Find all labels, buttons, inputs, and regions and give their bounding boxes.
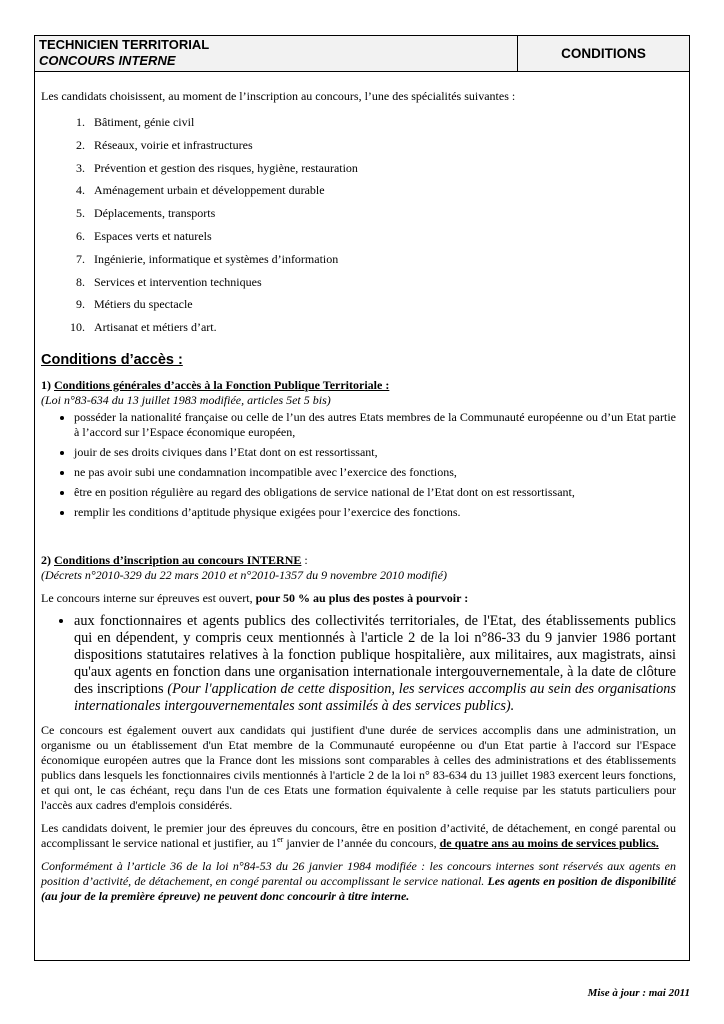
final-text-italic: Conformément à l’article 36 de la loi n°84-53 du 26 janvier 1984 modifiée : les concours internes sont réservés aux agents en position d’activité, de détachement, en congé parental ou accomplissant le service national. (41, 858, 676, 888)
list-item: • être en position régulière au regard des obligations de service national de l’Etat dont on est ressortissant, (74, 485, 676, 500)
list-item: 9. Métiers du spectacle (88, 297, 676, 320)
document-frame (34, 35, 690, 961)
list-item: 10. Artisanat et métiers d’art. (88, 320, 676, 343)
list-item: • jouir de ses droits civiques dans l’Etat dont on est ressortissant, (74, 445, 676, 460)
specialties-list (41, 115, 676, 343)
position-text-a: Les candidats doivent, le premier jour des épreuves du concours, être en position d’activité, de détachement, en congé parental ou accomplissant le service national et justifier, au 1 (41, 820, 676, 850)
bullet-italic: (Pour l'application de cette disposition, les services accomplis au sein des organisations internationales intergouvernementales sont assimilés à des services publics). (74, 680, 676, 714)
position-text-bold: de quatre ans au moins de services publics. (439, 835, 659, 850)
list-item: • posséder la nationalité française ou celle de l’un des autres Etats membres de la Communauté européenne ou d’un Etat partie à l’accord sur l’Espace économique européen, (74, 410, 676, 440)
position-text-b: janvier de l’année du concours, (283, 835, 440, 850)
section2-title (41, 553, 676, 568)
list-item: 2. Réseaux, voirie et infrastructures (88, 138, 676, 161)
final-paragraph (41, 859, 676, 904)
header-conditions-label: CONDITIONS (561, 46, 646, 61)
section2-title-text: Conditions d’inscription au concours INTERNE (54, 552, 302, 567)
list-item: 4. Aménagement urbain et développement durable (88, 183, 676, 206)
list-item: 6. Espaces verts et naturels (88, 229, 676, 252)
section2-bullets (41, 613, 676, 715)
content (35, 89, 689, 904)
section1-number: 1) (41, 377, 54, 392)
list-item: 5. Déplacements, transports (88, 206, 676, 229)
header-title: TECHNICIEN TERRITORIAL (39, 37, 210, 52)
list-item: 7. Ingénierie, informatique et systèmes d’information (88, 252, 676, 275)
section2-number: 2) (41, 552, 54, 567)
section1-title-text: Conditions générales d’accès à la Fonction Publique Territoriale : (54, 377, 390, 392)
open-text-bold: pour 50 % au plus des postes à pourvoir : (255, 590, 469, 605)
open-text-normal: Le concours interne sur épreuves est ouvert, (41, 590, 256, 605)
list-item: 1. Bâtiment, génie civil (88, 115, 676, 138)
position-paragraph (41, 821, 676, 851)
header (35, 36, 689, 72)
open-text (41, 591, 676, 606)
footer-update-date: Mise à jour : mai 2011 (587, 987, 690, 999)
section2-title-suffix: : (301, 552, 308, 567)
header-subtitle: CONCOURS INTERNE (39, 53, 176, 68)
list-item: • ne pas avoir subi une condamnation incompatible avec l’exercice des fonctions, (74, 465, 676, 480)
final-text-bold: Les agents en position de disponibilité (au jour de la première épreuve) ne peuvent donc concourir à titre interne. (41, 873, 676, 903)
list-item: • remplir les conditions d’aptitude physique exigées pour l’exercice des fonctions. (74, 505, 676, 520)
bullet-text: aux fonctionnaires et agents publics des collectivités territoriales, de l'Etat, des établissements publics qui en dépendent, y compris ceux mentionnés à l'article 2 de la loi n°86-33 du 9 janvier 1986 portant dispositions statutaires relatives à la fonction publique hospitalière, aux militaires, aux magistrats, ainsi qu'aux agents en fonction dans une organisation internationale intergouvernementale, à la date de clôture des inscriptions (74, 612, 676, 697)
section1-title (41, 378, 676, 393)
header-title-cell (35, 36, 518, 71)
intro-text: Les candidats choisissent, au moment de l’inscription au concours, l’une des spécialités suivantes : (41, 89, 516, 103)
list-item: 8. Services et intervention techniques (88, 275, 676, 298)
list-item: 3. Prévention et gestion des risques, hygiène, restauration (88, 161, 676, 184)
position-sup: er (277, 834, 284, 844)
europe-paragraph: Ce concours est également ouvert aux candidats qui justifient d'une durée de services accomplis dans une administration, un organisme ou un établissement d'un Etat membre de la Communauté européenne ou d'un Etat partie à l'accord sur l'Espace économique européen autres que la France dont les missions sont comparables à celles des administrations et des établissements publics dans lesquels les fonctionnaires civils mentionnés à l'article 2 de la loi n° 83-634 du 13 juillet 1983 exercent leurs fonctions, et qui ont, le cas échéant, reçu dans l'un de ces Etats une formation équivalente à celle requise par les statuts particuliers pour l'accès aux cadres d'emplois considérés. (41, 722, 676, 812)
section1-reference: (Loi n°83-634 du 13 juillet 1983 modifiée, articles 5et 5 bis) (41, 392, 331, 407)
section1-bullets (41, 410, 676, 520)
list-item (74, 613, 676, 715)
section2-reference: (Décrets n°2010-329 du 22 mars 2010 et n°2010-1357 du 9 novembre 2010 modifié) (41, 567, 447, 582)
conditions-heading: Conditions d’accès : (41, 351, 183, 368)
